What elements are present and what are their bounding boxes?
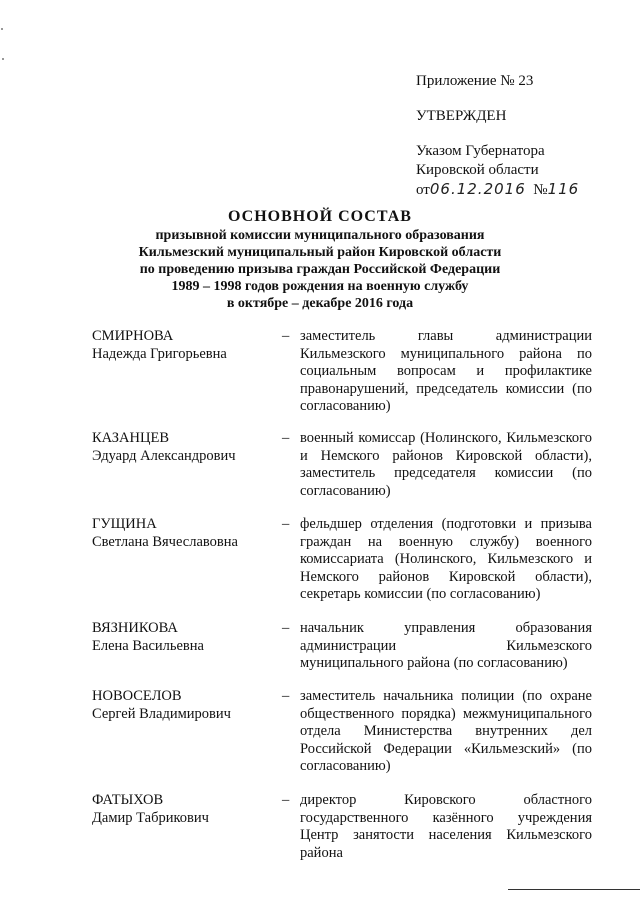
- member-given-name: Сергей Владимирович: [92, 705, 231, 722]
- scan-speck: [2, 58, 4, 60]
- appendix-label: Приложение № 23: [416, 73, 534, 89]
- member-dash: –: [282, 792, 290, 808]
- member-surname: ФАТЫХОВ: [92, 792, 164, 808]
- title-line: в октябре – декабре 2016 года: [226, 296, 414, 311]
- title-line: 1989 – 1998 годов рождения на военную службу: [171, 279, 469, 294]
- title-line: призывной комиссии муниципального образования: [155, 228, 485, 243]
- member-role: заместитель главы администрации Кильмезского муниципального района по социальным вопросам и профилактике правонарушений, председатель комиссии (по согласованию): [300, 328, 592, 415]
- number-prefix: №: [533, 182, 548, 198]
- member-dash: –: [282, 620, 290, 636]
- member-name: [92, 792, 272, 827]
- member-surname: КАЗАНЦЕВ: [92, 430, 169, 446]
- member-role: фельдшер отделения (подготовки и призыва граждан на военную службу) военного комиссариата (Нолинского, Кильмезского и Немского районов Кировской области), секретарь комиссии (по согласованию): [300, 516, 592, 603]
- member-given-name: Светлана Вячеславовна: [92, 533, 238, 550]
- member-role: военный комиссар (Нолинского, Кильмезского и Немского районов Кировской области), заместитель председателя комиссии (по согласованию): [300, 430, 592, 499]
- member-surname: НОВОСЕЛОВ: [92, 688, 182, 704]
- decree-line-1: Указом Губернатора: [416, 143, 545, 159]
- decree-line-2: Кировской области: [416, 162, 539, 178]
- member-given-name: Эдуард Александрович: [92, 447, 236, 464]
- title-line: по проведению призыва граждан Российской Федерации: [139, 262, 501, 277]
- member-surname: ГУЩИНА: [92, 516, 157, 532]
- decree-date-number: [416, 180, 626, 200]
- title-main: ОСНОВНОЙ СОСТАВ: [228, 208, 412, 225]
- member-given-name: Дамир Табрикович: [92, 809, 209, 826]
- member-dash: –: [282, 516, 290, 532]
- scan-edge-line: [508, 889, 640, 890]
- member-name: [92, 688, 272, 723]
- member-name: [92, 620, 272, 655]
- handwritten-date: 06.12.2016: [429, 180, 526, 198]
- scan-speck: [1, 28, 3, 30]
- member-role: начальник управления образования администрации Кильмезского муниципального района (по согласованию): [300, 620, 592, 672]
- date-prefix: от: [416, 182, 430, 198]
- member-given-name: Елена Васильевна: [92, 637, 204, 654]
- member-name: [92, 516, 272, 551]
- member-surname: СМИРНОВА: [92, 328, 174, 344]
- approved-label: УТВЕРЖДЕН: [416, 108, 507, 124]
- member-dash: –: [282, 688, 290, 704]
- member-name: [92, 430, 272, 465]
- member-role: директор Кировского областного государственного казённого учреждения Центр занятости населения Кильмезского района: [300, 792, 592, 861]
- member-dash: –: [282, 328, 290, 344]
- title-line: Кильмезский муниципальный район Кировской области: [138, 245, 502, 260]
- member-role: заместитель начальника полиции (по охране общественного порядка) межмуниципального отдела Министерства внутренних дел Российской Федерации «Кильмезский» (по согласованию): [300, 688, 592, 775]
- member-name: [92, 328, 272, 363]
- member-given-name: Надежда Григорьевна: [92, 345, 227, 362]
- approval-block: [416, 72, 626, 200]
- handwritten-number: 116: [547, 180, 580, 198]
- member-surname: ВЯЗНИКОВА: [92, 620, 178, 636]
- document-title: [90, 207, 550, 312]
- member-dash: –: [282, 430, 290, 446]
